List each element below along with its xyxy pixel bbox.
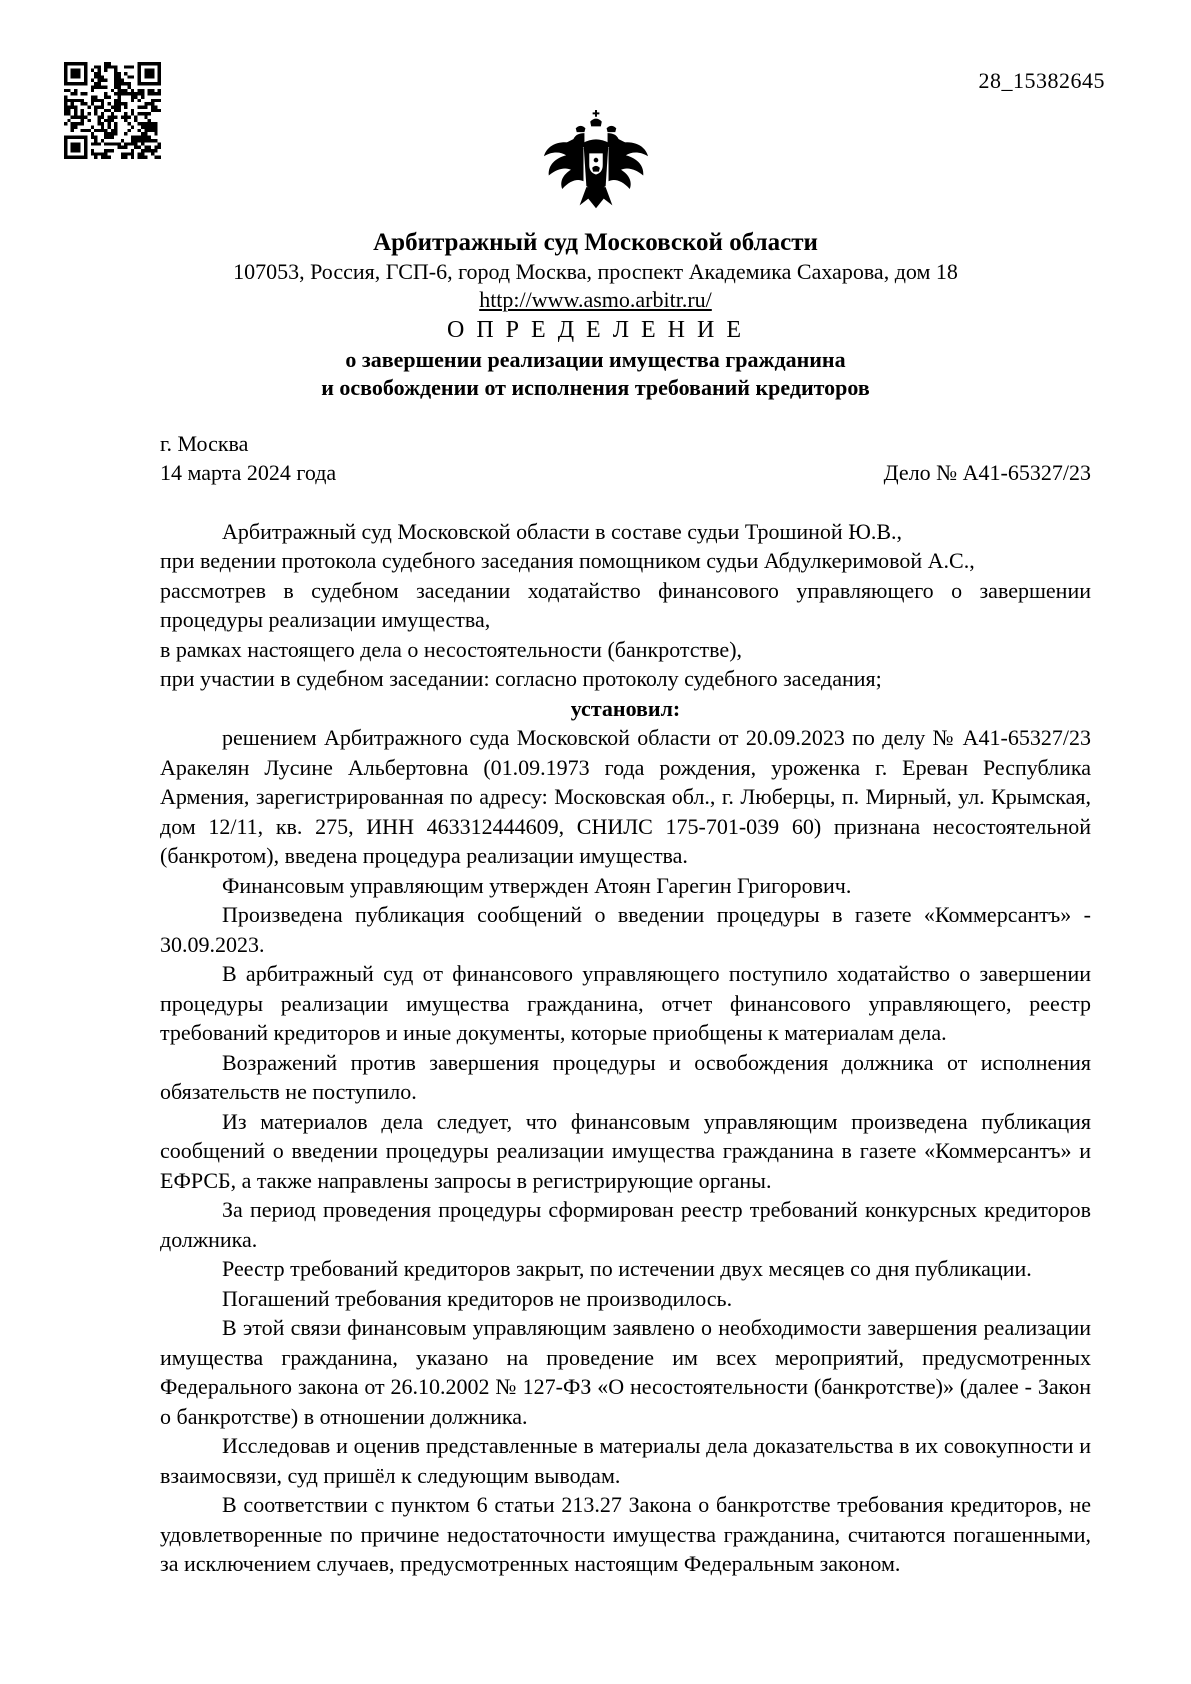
preamble-line: Арбитражный суд Московской области в составе судьи Трошиной Ю.В., <box>222 518 902 544</box>
coat-of-arms-icon <box>538 110 654 216</box>
document-header <box>0 0 1191 402</box>
case-number: Дело № А41-65327/23 <box>883 460 1091 485</box>
court-website-link[interactable]: http://www.asmo.arbitr.ru/ <box>479 286 712 312</box>
ruling-body <box>160 723 1091 1579</box>
body-paragraph: Погашений требования кредиторов не производилось. <box>222 1285 733 1311</box>
body-paragraph: решением Арбитражного суда Московской области от 20.09.2023 по делу № А41-65327/23 Аракелян Лусине Альбертовна (01.09.1973 года рождения, уроженка г. Ереван Республика Армения, зарегистрированная по адресу: Московская обл., г. Люберцы, п. Мирный, ул. Крымская, дом 12/11, кв. 275, ИНН 463312444609, СНИЛС 175-701-039 60) признана несостоятельной (банкротом), введена процедура реализации имущества. <box>160 725 1091 868</box>
body-paragraph: За период проведения процедуры сформирован реестр требований конкурсных кредиторов должника. <box>160 1197 1091 1252</box>
body-paragraph: Реестр требований кредиторов закрыт, по истечении двух месяцев со дня публикации. <box>222 1256 1032 1281</box>
court-name: Арбитражный суд Московской области <box>373 228 818 256</box>
ruling-date: 14 марта 2024 года <box>160 460 337 485</box>
document-type-title: О П Р Е Д Е Л Е Н И Е <box>447 316 744 343</box>
preamble-line: при участии в судебном заседании: согласно протоколу судебного заседания; <box>160 666 882 691</box>
body-paragraph: Из материалов дела следует, что финансовым управляющим произведена публикация сообщений о введении процедуры реализации имущества гражданина в газете «Коммерсантъ» и ЕФРСБ, а также направлены запросы в регистрирующие органы. <box>160 1108 1091 1193</box>
body-paragraph: Возражений против завершения процедуры и освобождения должника от исполнения обязательств не поступило. <box>160 1049 1091 1104</box>
preamble-line: в рамках настоящего дела о несостоятельности (банкротстве), <box>160 636 743 662</box>
body-paragraph: В этой связи финансовым управляющим заявлено о необходимости завершения реализации имущества гражданина, указано на проведение им всех мероприятий, предусмотренных Федерального закона от 26.10.2002 № 127-ФЗ «О несостоятельности (банкротстве)» (далее - Закон о банкротстве) в отношении должника. <box>160 1315 1091 1429</box>
preamble-section <box>160 517 1091 694</box>
case-meta <box>160 429 1091 488</box>
preamble-line: при ведении протокола судебного заседания помощником судьи Абдулкеримовой А.С., <box>160 548 975 573</box>
city-label: г. Москва <box>160 430 249 456</box>
qr-code-icon <box>64 62 161 159</box>
court-address: 107053, Россия, ГСП-6, город Москва, проспект Академика Сахарова, дом 18 <box>233 258 958 284</box>
body-paragraph: В соответствии с пунктом 6 статьи 213.27 Закона о банкротстве требования кредиторов, не удовлетворенные по причине недостаточности имущества гражданина, считаются погашенными, за исключением случаев, предусмотренных настоящим Федеральным законом. <box>160 1492 1091 1576</box>
body-paragraph: Исследовав и оценив представленные в материалы дела доказательства в их совокупности и взаимосвязи, суд пришёл к следующим выводам. <box>160 1433 1091 1488</box>
body-paragraph: Финансовым управляющим утвержден Атоян Гарегин Григорович. <box>222 872 852 898</box>
preamble-line: рассмотрев в судебном заседании ходатайство финансового управляющего о завершении процедуры реализации имущества, <box>160 577 1091 632</box>
resolution-heading: установил: <box>570 695 681 721</box>
document-subtitle-line2: и освобождении от исполнения требований кредиторов <box>321 374 870 400</box>
document-subtitle-line1: о завершении реализации имущества гражданина <box>345 346 846 372</box>
body-paragraph: В арбитражный суд от финансового управляющего поступило ходатайство о завершении процедуры реализации имущества гражданина, отчет финансового управляющего, реестр требований кредиторов и иные документы, которые приобщены к материалам дела. <box>160 961 1091 1045</box>
document-number: 28_15382645 <box>978 68 1105 93</box>
court-website <box>0 286 1191 314</box>
body-paragraph: Произведена публикация сообщений о введении процедуры в газете «Коммерсантъ» - 30.09.2023. <box>160 902 1091 957</box>
